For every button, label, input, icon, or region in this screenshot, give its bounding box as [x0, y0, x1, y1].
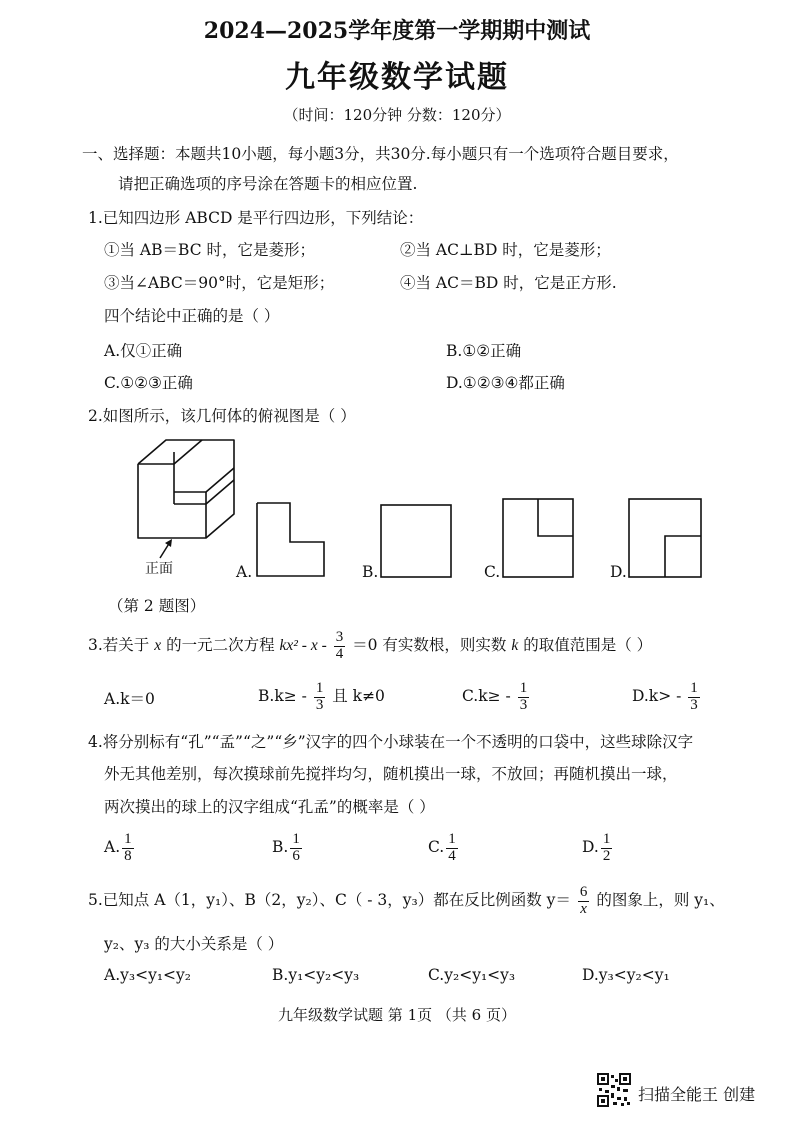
frac-num: 1 — [124, 830, 132, 847]
q4-option-a — [104, 823, 136, 871]
frac-num: 6 — [579, 883, 588, 900]
q3-option-d-pre: D.k> - — [632, 687, 682, 705]
page-title: 九年级数学试题 — [285, 60, 509, 95]
q3-option-c — [462, 672, 531, 720]
q3-stem-mid: 的一元二次方程 — [166, 636, 275, 654]
section-heading-cont: 请把正确选项的序号涂在答题卡的相应位置. — [118, 175, 418, 193]
frac-den: 4 — [448, 847, 456, 864]
front-arrow-icon — [156, 538, 176, 560]
q4-option-c-fraction — [446, 832, 458, 865]
q5-option-b: B.y₁<y₂<y₃ — [272, 966, 360, 984]
q3-fraction-3-4 — [334, 630, 346, 663]
scanner-watermark: 扫描全能王 创建 — [638, 1085, 756, 1104]
geometry-solid-figure — [130, 432, 245, 547]
frac-num: 1 — [690, 679, 698, 696]
q3-option-b-post: 且 k≠0 — [332, 687, 385, 705]
q2-option-b-figure — [380, 504, 452, 578]
q1-option-d: D.①②③④都正确 — [446, 374, 565, 392]
frac-den: 3 — [519, 696, 528, 713]
q3-option-a: A.k＝0 — [104, 690, 155, 708]
exam-term-title: 2024—2025学年度第一学期期中测试 — [203, 18, 591, 44]
q5-option-d: D.y₃<y₂<y₁ — [582, 966, 670, 984]
q3-stem-pre: 3.若关于 — [88, 636, 150, 654]
q2-stem: 2.如图所示，该几何体的俯视图是（ ） — [88, 407, 356, 425]
q3-option-b-pre: B.k≥ - — [258, 687, 307, 705]
frac-den — [578, 902, 590, 918]
q3-stem-tail: 的取值范围是（ ） — [523, 636, 653, 654]
q2-option-a-figure — [256, 502, 326, 578]
q2-caption: （第 2 题图） — [108, 597, 206, 615]
q3-option-b — [258, 672, 385, 720]
frac-num: 1 — [292, 830, 300, 847]
q5-stem-line1 — [88, 878, 725, 922]
q2-option-c-label: C. — [484, 563, 501, 581]
frac-num: 1 — [519, 679, 528, 696]
q5-stem-pre: 5.已知点 A（1，y₁）、B（2，y₂）、C（ - 3，y₃）都在反比例函数 y＝ — [88, 891, 571, 909]
q1-conclusion-3: ③当∠ABC＝90°时，它是矩形； — [104, 274, 335, 292]
q3-var-x: x — [154, 637, 162, 654]
q3-stem-eq-tail: ＝0 有实数根，则实数 — [352, 636, 507, 654]
q4-stem-line2: 外无其他差别，每次摸球前先搅拌均匀，随机摸出一球，不放回；再随机摸出一球， — [104, 765, 678, 783]
frac-num: 1 — [315, 679, 324, 696]
frac-den: 3 — [315, 696, 324, 713]
q2-option-d-label: D. — [610, 563, 627, 581]
q3-stem — [88, 626, 652, 665]
frac-den: 2 — [602, 847, 611, 864]
q5-option-a: A.y₃<y₁<y₂ — [104, 966, 192, 984]
time-score-line: （时间：120分钟 分数：120分） — [283, 106, 511, 124]
q3-equation: kx² - x - — [279, 637, 327, 654]
q4-option-b-fraction — [290, 832, 302, 865]
q4-stem-line3: 两次摸出的球上的汉字组成“孔孟”的概率是（ ） — [104, 798, 435, 816]
q4-stem-line1: 4.将分别标有“孔”“孟”“之”“乡”汉字的四个小球装在一个不透明的口袋中，这些球除汉字 — [88, 733, 694, 751]
q1-option-c: C.①②③正确 — [104, 374, 193, 392]
frac-num: 3 — [335, 628, 344, 645]
q4-option-d-fraction — [601, 832, 613, 865]
q3-option-d — [632, 672, 702, 720]
frac-den: 8 — [124, 847, 132, 864]
q1-ask: 四个结论中正确的是（ ） — [104, 307, 280, 325]
q3-option-b-fraction — [314, 681, 326, 714]
q4-option-b-label: B. — [272, 838, 289, 856]
frac-den: 3 — [690, 696, 698, 713]
q5-stem-line2: y₂、y₃ 的大小关系是（ ） — [104, 935, 284, 953]
q5-fraction-6-x — [578, 885, 590, 918]
q5-var-x: x — [580, 900, 587, 917]
q3-var-k: k — [511, 637, 519, 654]
page-footer: 九年级数学试题 第 1页 （共 6 页） — [278, 1006, 516, 1024]
q1-stem: 1.已知四边形 ABCD 是平行四边形，下列结论： — [88, 209, 424, 227]
section-heading: 一、选择题：本题共10小题，每小题3分，共30分.每小题只有一个选项符合题目要求， — [82, 145, 679, 163]
q2-option-d-figure — [628, 498, 702, 578]
frac-num: 1 — [448, 830, 456, 847]
q4-option-c — [428, 823, 460, 871]
frac-den: 6 — [292, 847, 300, 864]
q2-option-c-figure — [502, 498, 574, 578]
q5-option-c: C.y₂<y₁<y₃ — [428, 966, 516, 984]
q4-option-c-label: C. — [428, 838, 445, 856]
q4-option-b — [272, 823, 304, 871]
q2-option-b-label: B. — [362, 563, 379, 581]
q3-option-d-fraction — [688, 681, 700, 714]
q4-option-d-label: D. — [582, 838, 599, 856]
q2-option-a-label: A. — [236, 563, 253, 581]
q5-stem-post: 的图象上，则 y₁、 — [596, 891, 725, 909]
front-label: 正面 — [145, 561, 173, 577]
q4-option-a-fraction — [122, 832, 134, 865]
q1-conclusion-1: ①当 AB＝BC 时，它是菱形； — [104, 241, 315, 259]
q3-option-c-pre: C.k≥ - — [462, 687, 511, 705]
q1-conclusion-4: ④当 AC＝BD 时，它是正方形. — [400, 274, 617, 292]
frac-den: 4 — [335, 645, 344, 662]
q1-conclusion-2: ②当 AC⊥BD 时，它是菱形； — [400, 241, 611, 259]
q1-option-b: B.①②正确 — [446, 342, 522, 360]
q3-option-c-fraction — [518, 681, 530, 714]
qr-code-icon — [597, 1073, 631, 1107]
q4-option-a-label: A. — [104, 838, 121, 856]
q1-option-a: A.仅①正确 — [104, 342, 183, 360]
q4-option-d — [582, 823, 614, 871]
frac-num: 1 — [602, 830, 611, 847]
